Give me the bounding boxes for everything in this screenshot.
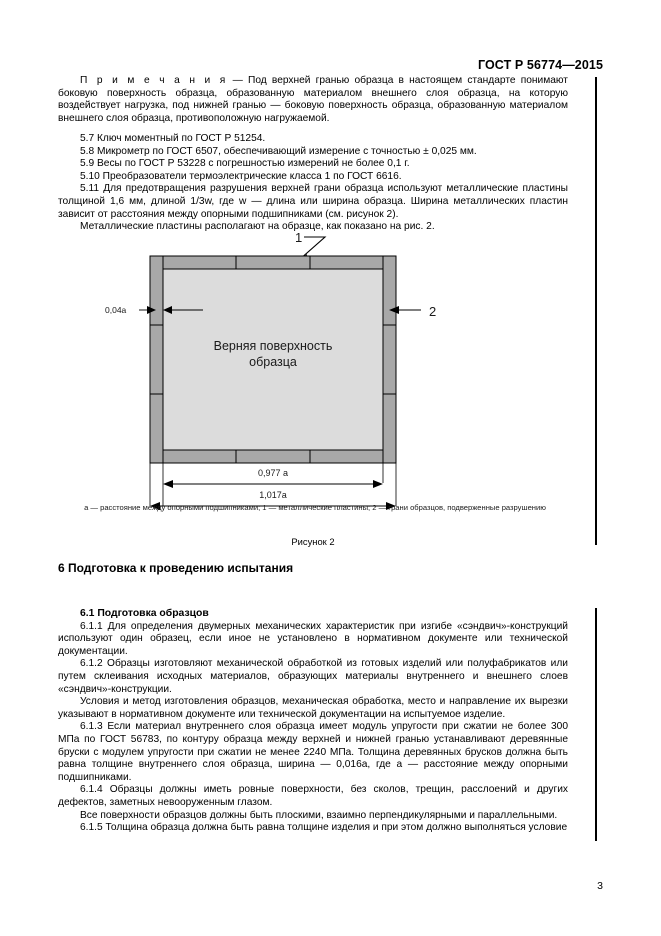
figure-right-plate-column (383, 256, 396, 463)
figure-top-plate-1 (163, 256, 383, 269)
list-item-5-9: 5.9 Весы по ГОСТ Р 53228 с погрешностью измерений не более 0,1 г. (80, 158, 410, 170)
figure-2-svg (103, 228, 523, 513)
paragraph-6-1-3: 6.1.3 Если материал внутреннего слоя образца имеет модуль упругости при сжатии не более 300 МПа по ГОСТ 56783, по контуру образца между верхней и нижней гранью устанавливают деревянные бруски с модулем упругости при сжатии не менее 2240 МПа. Толщина деревянных брусков должна быть равна толщине внутреннего слоя образца, ширина — 0,016а, где а — расстояние между опорными подшипниками. (58, 721, 568, 783)
paragraph-conditions: Условия и метод изготовления образцов, механическая обработка, место и направление их вырезки указывают в нормативном документе или технической документации на испытуемое изделие. (58, 696, 568, 720)
section-6-1-block (58, 608, 568, 835)
section-6-1-subheading: 6.1 Подготовка образцов (80, 608, 209, 619)
paragraph-6-1-1: 6.1.1 Для определения двумерных механических характеристик при изгибе «сэндвич»-конструкций используют один образец, если иное не установлено в нормативном документе или технической документации. (58, 620, 568, 657)
note-label: П р и м е ч а н и я (80, 75, 228, 86)
figure-inner-dim-arrow-right (373, 480, 383, 488)
figure-specimen-label-line1: Верняя поверхность (213, 339, 333, 353)
paragraph-6-1-4: 6.1.4 Образцы должны иметь ровные поверхности, без сколов, трещин, расслоений и других дефектов, заметных невооруженным глазом. (58, 784, 568, 808)
paragraph-6-1-2: 6.1.2 Образцы изготовляют механической обработкой из готовых изделий или полуфабрикатов или путем склеивания исходных материалов, образующих материалы внутреннего и внешнего слоев «сэндвич»-конструкции. (58, 658, 568, 695)
note-block (58, 75, 568, 125)
note-paragraph (58, 75, 568, 125)
figure-caption: Рисунок 2 (291, 536, 335, 547)
change-bar-lower (595, 608, 597, 841)
figure-callout-2-label: 2 (429, 304, 437, 319)
standard-reference-header: ГОСТ Р 56774—2015 (477, 58, 603, 72)
figure-left-plate-column (150, 256, 163, 463)
figure-inner-width-label: 0,977 а (257, 468, 289, 478)
note-body: — Под верхней гранью образца в настоящем стандарте понимают боковую поверхность образца, образованную материалом внешнего слоя образца, на которую воздействует нагрузка, под нижней гранью — боковую поверхность образца, образованную материалом внешнего слоя образца, противоположную нагружаемой. (58, 75, 568, 124)
figure-outer-width-label: 1,017а (259, 490, 287, 500)
figure-2-illustration (58, 228, 568, 548)
list-item-5-8: 5.8 Микрометр по ГОСТ 6507, обеспечивающий измерение с точностью ± 0,025 мм. (80, 145, 477, 157)
paragraph-6-1-5: 6.1.5 Толщина образца должна быть равна толщине изделия и при этом должно выполняться условие (80, 822, 568, 834)
figure-specimen-label-line2: образца (249, 355, 297, 369)
page-number: 3 (597, 880, 603, 892)
section-6-heading: 6 Подготовка к проведению испытания (58, 561, 294, 575)
figure-thickness-label: 0,04а (105, 305, 127, 315)
list-item-5-10: 5.10 Преобразователи термоэлектрические класса 1 по ГОСТ 6616. (80, 170, 402, 182)
list-item-5-7: 5.7 Ключ моментный по ГОСТ Р 51254. (80, 133, 266, 144)
paragraph-surfaces: Все поверхности образцов должны быть плоскими, взаимно перпендикулярными и параллельными. (80, 809, 558, 821)
figure-inner-dim-arrow-left (163, 480, 173, 488)
paragraph-plates-placement: Металлические пластины располагают на образце, как показано на рис. 2. (80, 221, 435, 233)
figure-legend: а — расстояние между опорными подшипниками; 1 — металлические пластины; 2 — грани образцов, подверженные разрушению (84, 503, 546, 512)
paragraph-5-11: 5.11 Для предотвращения разрушения верхней грани образца используют металлические пластины толщиной 1,6 мм, длиной 1/3w, где w — длина или ширина образца. Ширина металлических пластин зависит от расстояния между опорными подшипниками (см. рисунок 2). (58, 183, 568, 220)
equipment-list-block (58, 133, 568, 234)
figure-bottom-plate-1 (163, 450, 383, 463)
change-bar-upper (595, 77, 597, 545)
figure-callout-1-label: 1 (295, 230, 303, 245)
